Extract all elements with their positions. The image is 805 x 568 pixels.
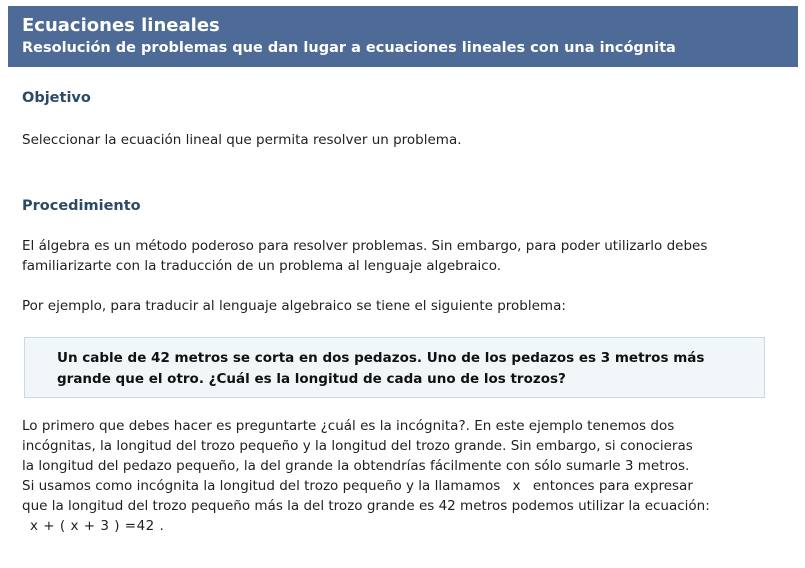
explanation-line: la longitud del pedazo pequeño, la del grande la obtendrías fácilmente con sólo sumarle 3 metros. <box>22 458 690 474</box>
equation-intro-line: que la longitud del trozo pequeño más la del trozo grande es 42 metros podemos utilizar la ecuación: <box>22 498 710 514</box>
example-intro <box>22 296 782 316</box>
problem-box <box>24 337 765 398</box>
problem-line: Un cable de 42 metros se corta en dos pedazos. Uno de los pedazos es 3 metros más <box>57 350 705 366</box>
explanation-text <box>22 416 782 536</box>
page-subtitle: Resolución de problemas que dan lugar a ecuaciones lineales con una incógnita <box>22 40 676 56</box>
intro-line: familiarizarte con la traducción de un problema al lenguaje algebraico. <box>22 258 502 274</box>
explanation-line: Lo primero que debes hacer es preguntarte ¿cuál es la incógnita?. En este ejemplo tenemos dos <box>22 418 675 434</box>
objetivo-text <box>22 130 782 150</box>
variable-name: x <box>512 478 521 494</box>
example-intro-line: Por ejemplo, para traducir al lenguaje algebraico se tiene el siguiente problema: <box>22 298 566 314</box>
variable-line <box>22 476 782 496</box>
procedimiento-intro <box>22 236 782 276</box>
explanation-line: incógnitas, la longitud del trozo pequeño y la longitud del trozo grande. Sin embargo, si conocieras <box>22 438 693 454</box>
variable-line-after: entonces para expresar <box>532 478 693 494</box>
objetivo-heading: Objetivo <box>22 90 91 106</box>
intro-line: El álgebra es un método poderoso para resolver problemas. Sin embargo, para poder utilizarlo debes <box>22 238 708 254</box>
page-header <box>8 6 798 67</box>
page-title: Ecuaciones lineales <box>22 15 220 36</box>
objetivo-text-line: Seleccionar la ecuación lineal que permita resolver un problema. <box>22 132 462 148</box>
equation: x + ( x + 3 ) =42 . <box>30 518 165 534</box>
procedimiento-heading: Procedimiento <box>22 198 141 214</box>
variable-line-before: Si usamos como incógnita la longitud del trozo pequeño y la llamamos <box>22 478 501 494</box>
equation-line <box>22 516 782 536</box>
problem-line: grande que el otro. ¿Cuál es la longitud de cada uno de los trozos? <box>57 371 566 387</box>
